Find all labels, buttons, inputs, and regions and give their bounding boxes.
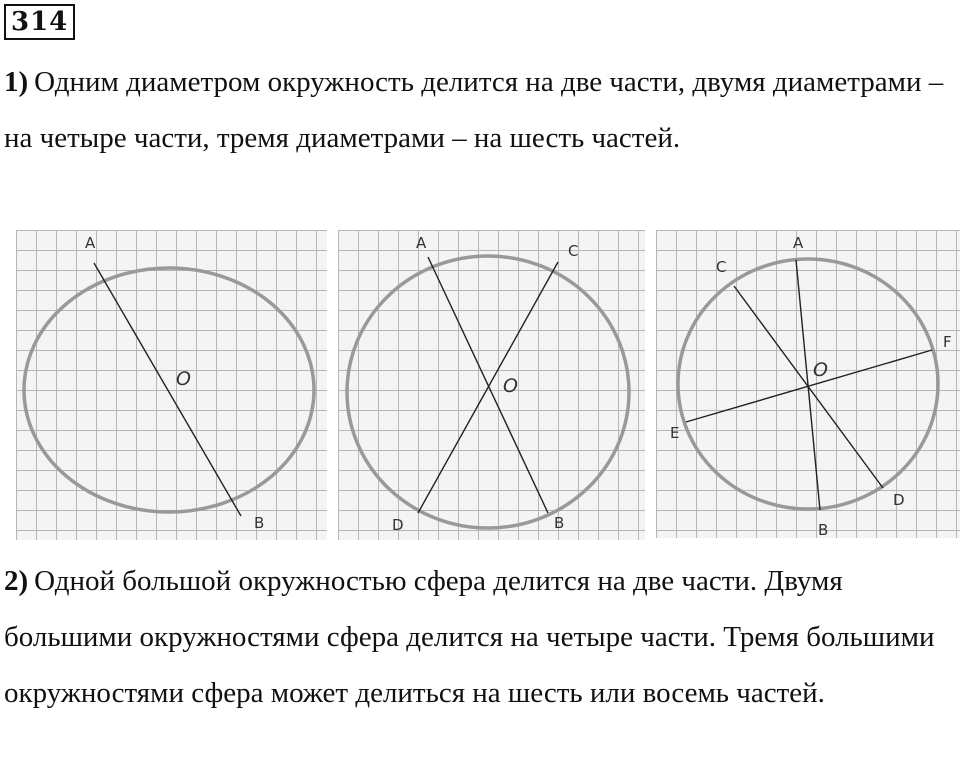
label-a: A	[416, 234, 427, 252]
label-b: B	[818, 521, 829, 538]
part1-text: Одним диаметром окружность делится на две части, двумя диаметрами – на четыре части, тремя диаметрами – на шесть частей.	[4, 66, 944, 154]
diameter-ef	[686, 350, 932, 422]
label-o: O	[503, 375, 518, 397]
label-f: F	[943, 333, 952, 351]
diameter-cd	[734, 286, 883, 488]
part2-marker: 2)	[4, 565, 29, 597]
figure-two-diameters	[338, 230, 645, 540]
label-o: O	[813, 359, 828, 381]
label-a: A	[793, 234, 804, 252]
problem-number: 314	[4, 4, 75, 40]
part1-marker: 1)	[4, 66, 29, 98]
diameter-ab	[94, 263, 241, 516]
label-c: C	[716, 258, 727, 276]
label-o: O	[176, 368, 191, 390]
figure-one-diameter	[16, 230, 327, 540]
figure-three-diameters-drawing	[656, 230, 960, 538]
label-b: B	[254, 514, 265, 532]
label-e: E	[670, 424, 680, 442]
circle	[24, 268, 314, 512]
figure-three-diameters	[656, 230, 960, 538]
figure-two-diameters-drawing	[338, 230, 645, 540]
part2-paragraph	[4, 553, 954, 721]
diameter-ab	[428, 257, 548, 513]
label-a: A	[85, 234, 96, 252]
label-d: D	[893, 491, 905, 509]
diameter-ab	[796, 260, 820, 510]
label-d: D	[392, 516, 404, 534]
label-c: C	[568, 242, 579, 260]
label-b: B	[554, 514, 565, 532]
part1-paragraph	[4, 54, 954, 166]
diameter-cd	[418, 262, 558, 513]
part2-text: Одной большой окружностью сфера делится на две части. Двумя большими окружностями сфера делится на четыре части. Тремя большими окружностями сфера может делиться на шесть или восемь частей.	[4, 565, 935, 709]
circle	[347, 256, 629, 528]
figure-one-diameter-drawing	[16, 230, 327, 540]
